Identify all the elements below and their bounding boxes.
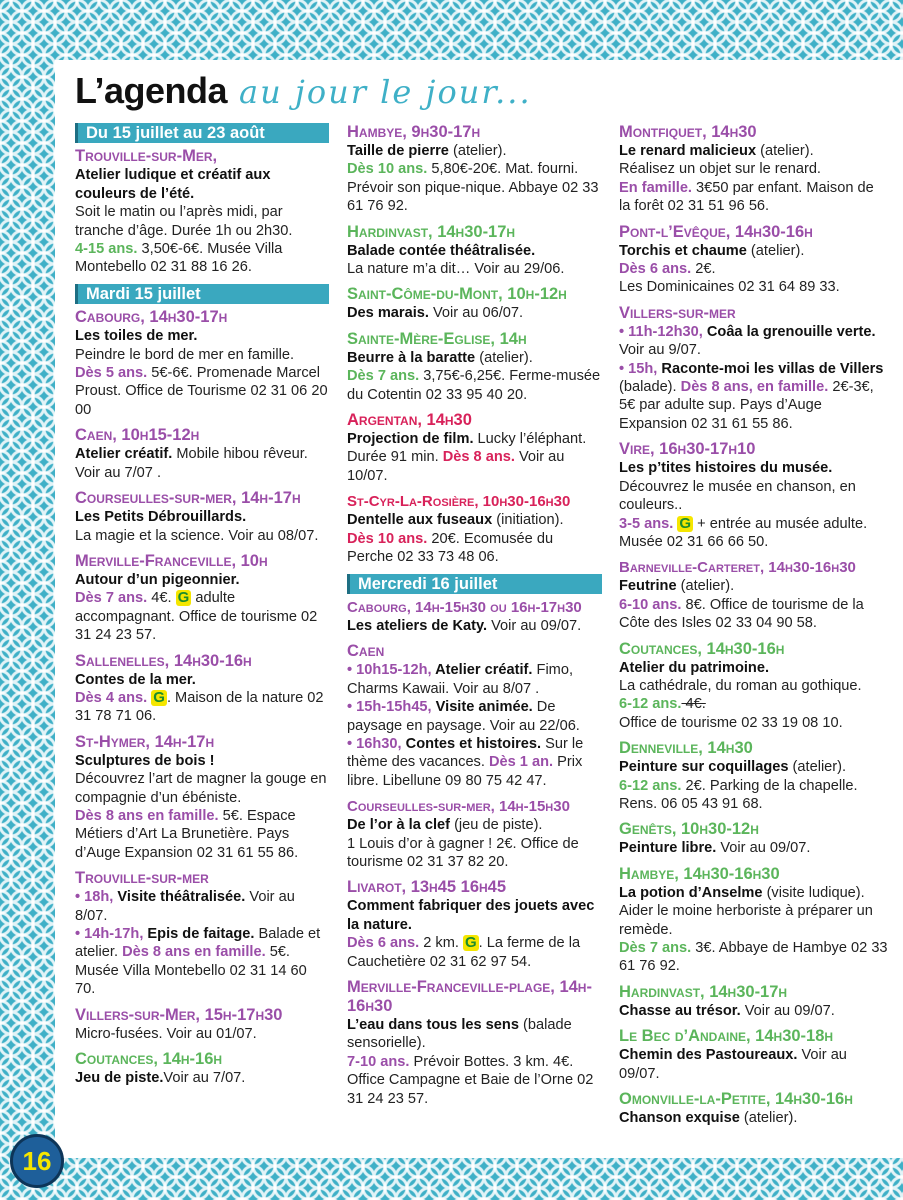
event-time: • 10h15-12h,	[347, 662, 432, 679]
event-age: Dès 6 ans.	[347, 935, 420, 952]
column-2	[347, 123, 602, 1115]
event-age: 4-15 ans.	[75, 241, 138, 258]
event-location: Vire, 16h30-17h10	[619, 440, 756, 459]
event	[347, 642, 602, 790]
event-location: Trouville-sur-mer	[75, 869, 209, 888]
event-text: (atelier).	[739, 1110, 798, 1127]
event-text: Voir au 09/07.	[716, 840, 811, 857]
page-number: 16	[10, 1134, 64, 1188]
event	[347, 411, 602, 485]
column-3	[619, 123, 889, 1134]
event-activity: Taille de pierre	[347, 143, 449, 159]
event	[75, 1050, 329, 1087]
event-text: (atelier).	[756, 143, 814, 159]
event-text: 3,50€-6€. Musée Villa Montebello 02 31 88 16 26.	[75, 241, 283, 276]
date-banner: Du 15 juillet au 23 août	[75, 123, 329, 143]
event-location: Genêts, 10h30-12h	[619, 820, 759, 839]
event-activity: Atelier du patrimoine.	[619, 659, 770, 676]
event-age: Dès 1 an.	[488, 754, 554, 771]
event-age: En famille.	[619, 179, 692, 196]
event-activity: Les ateliers de Katy.	[347, 617, 488, 634]
event-text: . Maison de la nature 02 31 78 71 06.	[75, 689, 324, 725]
event-time: • 11h-12h30,	[619, 323, 703, 340]
event-activity: Peinture libre.	[619, 840, 717, 857]
event	[347, 878, 602, 971]
event-text: 5€. Musée Villa Montebello 02 31 14 60 70.	[75, 944, 307, 998]
event-location: Montfiquet, 14h30	[619, 123, 757, 141]
event	[347, 978, 602, 1108]
event-location: Coutances, 14h30-16h	[619, 639, 785, 658]
event-text: 3,75€-6,25€. Ferme-musée du Cotentin 02 33 95 40 20.	[347, 368, 601, 403]
event-activity: Projection de film.	[347, 431, 474, 448]
page-subtitle: au jour le jour...	[239, 73, 532, 111]
event	[619, 223, 889, 297]
event-activity: Torchis et chaume	[619, 242, 747, 259]
event-age: Dès 7 ans.	[75, 590, 148, 607]
event	[619, 865, 889, 976]
event-location: Courseulles-sur-mer, 14h-17h	[75, 489, 301, 508]
event	[75, 489, 329, 545]
event-location: Hambye, 14h30-16h30	[619, 864, 780, 883]
event	[619, 739, 889, 813]
event-text: (balade).	[619, 379, 681, 396]
event-text: Micro-fusées. Voir au 01/07.	[75, 1025, 257, 1042]
event	[619, 1027, 889, 1083]
event-activity: Balade contée théâtralisée.	[347, 242, 536, 259]
event	[75, 308, 329, 419]
event-activity: Autour d’un pigeonnier.	[75, 571, 240, 588]
event-activity: Dentelle aux fuseaux	[347, 512, 493, 529]
event	[619, 640, 889, 733]
event-text: (atelier).	[676, 578, 735, 595]
event-location: Sainte-Mère-Eglise, 14h	[347, 329, 527, 348]
event-text: (initiation).	[492, 512, 564, 529]
event-text: 2€-3€, 5€ par adulte sup. Pays d’Auge Expansion 02 31 61 55 86.	[619, 379, 874, 432]
event-text: La cathédrale, du roman au gothique.	[619, 677, 862, 694]
event-location: Le Bec d’Andaine, 14h30-18h	[619, 1027, 834, 1046]
event-activity: Le renard malicieux	[619, 143, 757, 159]
free-badge: G	[177, 589, 190, 607]
event-age: 6-12 ans.	[619, 696, 682, 713]
event-text: (visite ludique).	[762, 884, 865, 901]
event-text: + entrée au musée adulte. Musée 02 31 66 66 50.	[619, 515, 868, 550]
event	[75, 869, 329, 998]
event-text: Voir au 06/07.	[428, 305, 524, 322]
event-activity: De l’or à la clef	[347, 817, 451, 834]
event-text: Peindre le bord de mer en famille.	[75, 346, 295, 363]
event-location: Merville-Franceville, 10h	[75, 551, 268, 570]
event-age: 3-5 ans.	[619, 515, 674, 532]
event-text: Mobile hibou rêveur. Voir au 7/07 .	[75, 446, 308, 481]
event-activity: Raconte-moi les villas de Villers	[657, 360, 884, 377]
event-text: 2€. Parking de la chapelle. Rens. 06 05 43 91 68.	[619, 777, 858, 812]
free-badge: G	[465, 934, 477, 952]
event-text: 5€. Espace Métiers d’Art La Brunetière. Pays d’Auge Expansion 02 31 61 55 86.	[75, 807, 299, 861]
event	[75, 652, 329, 726]
event-activity: Sculptures de bois !	[75, 752, 215, 769]
event-activity: Epis de faitage.	[143, 926, 255, 942]
event-location: Denneville, 14h30	[619, 739, 753, 758]
event-text: 5,80€-20€. Mat. fourni. Prévoir son pique-nique. Abbaye 02 33 61 76 92.	[347, 161, 599, 215]
event-text: adulte accompagnant. Office de tourisme 02 31 24 23 57.	[75, 590, 318, 644]
event-text: 4€.	[681, 696, 706, 713]
event-age: Dès 7 ans.	[619, 940, 692, 956]
event-text: Découvrez le musée en chanson, en couleurs..	[619, 478, 856, 514]
event	[75, 1006, 329, 1043]
event-location: St-Cyr-La-Rosière, 10h30-16h30	[347, 493, 571, 511]
event-text: Lucky l’éléphant. Durée 91 min.	[347, 431, 587, 466]
event-age: Dès 4 ans.	[75, 689, 148, 706]
event-activity: Contes et histoires.	[401, 735, 542, 752]
event-text: La magie et la science. Voir au 08/07.	[75, 527, 319, 544]
event	[75, 426, 329, 482]
event-activity: Visite théâtralisée.	[113, 889, 246, 906]
event-age: Dès 8 ans en famille.	[75, 807, 219, 824]
event-activity: Atelier créatif.	[431, 662, 533, 679]
event-location: Argentan, 14h30	[347, 411, 472, 430]
page-header	[75, 70, 532, 120]
date-banner: Mardi 15 juillet	[75, 284, 329, 304]
event	[619, 1090, 889, 1127]
event-age: 7-10 ans.	[347, 1053, 410, 1070]
event	[347, 123, 602, 216]
event	[619, 440, 889, 551]
event-activity: Les toiles de mer.	[75, 328, 198, 345]
event-text: Fimo, Charms Kawaii. Voir au 8/07 .	[347, 662, 574, 697]
event-location: St-Hymer, 14h-17h	[75, 732, 215, 751]
event-text: Voir au 7/07.	[163, 1070, 246, 1087]
event-location: Coutances, 14h-16h	[75, 1050, 223, 1069]
event	[619, 820, 889, 857]
event-text: 20€. Ecomusée du Perche 02 33 73 48 06.	[347, 530, 554, 566]
event	[619, 123, 889, 216]
event-text: Réalisez un objet sur le renard.	[619, 161, 821, 178]
event	[347, 492, 602, 566]
event-text: Sur le thème des vacances.	[347, 735, 584, 771]
event-age: Dès 5 ans.	[75, 365, 148, 382]
event-text: Prix libre. Libellune 09 80 75 42 47.	[347, 754, 583, 789]
event	[75, 733, 329, 862]
event-location: Villers-sur-Mer, 15h-17h30	[75, 1005, 283, 1024]
event-activity: Les p’tites histoires du musée.	[619, 460, 833, 477]
event-text: Découvrez l’art de magner la gouge en compagnie d’un ébéniste.	[75, 771, 327, 806]
event-text: Voir au 9/07.	[619, 342, 701, 359]
event	[347, 797, 602, 871]
event-text: (atelier).	[788, 759, 847, 776]
event-location: Saint-Côme-du-Mont, 10h-12h	[347, 285, 567, 304]
event-location: Barneville-Carteret, 14h30-16h30	[619, 559, 856, 577]
event-age: Dès 6 ans.	[619, 261, 692, 278]
event	[75, 147, 329, 276]
event-text: 2 km.	[419, 935, 463, 952]
event-location: Sallenelles, 14h30-16h	[75, 651, 252, 670]
event	[75, 552, 329, 645]
event-text: Balade et atelier.	[75, 926, 321, 961]
event-location: Hardinvast, 14h30-17h	[619, 982, 788, 1001]
column-1	[75, 123, 329, 1094]
event-age: Dès 8 ans.	[442, 449, 515, 466]
event-activity: Feutrine	[619, 578, 677, 595]
date-banner: Mercredi 16 juillet	[347, 574, 602, 594]
event-time: • 15h,	[619, 360, 658, 377]
page-title: L’agenda	[75, 70, 228, 111]
event-activity: Des marais.	[347, 305, 429, 322]
event	[619, 983, 889, 1020]
event-location: Pont-l’Evêque, 14h30-16h	[619, 222, 813, 241]
event	[347, 330, 602, 404]
event-activity: Chemin des Pastoureaux.	[619, 1047, 798, 1064]
event-text: De paysage en paysage. Voir au 22/06.	[347, 699, 580, 734]
event-activity: Atelier créatif.	[75, 446, 173, 463]
event-location: Villers-sur-mer	[619, 303, 736, 322]
event-location: Hambye, 9h30-17h	[347, 123, 481, 141]
event-activity: Visite animée.	[431, 699, 533, 716]
event-time: • 16h30,	[347, 735, 402, 752]
event-activity: L’eau dans tous les sens	[347, 1017, 519, 1033]
event-text: Les Dominicaines 02 31 64 89 33.	[619, 279, 840, 296]
event-activity: Chasse au trésor.	[619, 1002, 741, 1019]
event-location: Cabourg, 14h-15h30 ou 16h-17h30	[347, 598, 582, 616]
event-age: Dès 10 ans.	[347, 530, 428, 547]
event-age: 6-12 ans.	[619, 777, 682, 794]
event-text: La nature m’a dit… Voir au 29/06.	[347, 261, 565, 278]
event-location: Livarot, 13h45 16h45	[347, 878, 507, 897]
event-activity: Atelier ludique et créatif aux couleurs de l’été.	[75, 167, 271, 202]
event-location: Omonville-la-Petite, 14h30-16h	[619, 1090, 853, 1109]
event-text: Aider le moine herboriste à préparer un remède.	[619, 903, 873, 938]
event-text: (jeu de piste).	[450, 817, 543, 834]
event-age: Dès 8 ans en famille.	[122, 944, 266, 961]
event-time: • 18h,	[75, 889, 114, 906]
event-time: • 14h-17h,	[75, 926, 144, 942]
event-location: Trouville-sur-Mer,	[75, 147, 218, 166]
event-text: Voir au 09/07.	[619, 1047, 847, 1082]
event-activity: Contes de la mer.	[75, 671, 196, 688]
event-age: 6-10 ans.	[619, 596, 682, 613]
event-text: 1 Louis d’or à gagner ! 2€. Office de tourisme 02 31 37 82 20.	[347, 835, 579, 870]
event-text: Prévoir Bottes. 3 km. 4€. Office Campagne et Baie de l’Orne 02 31 24 23 57.	[347, 1053, 594, 1107]
event	[619, 304, 889, 433]
event-text: . La ferme de la Cauchetière 02 31 62 97 54.	[347, 935, 581, 970]
event-text: 4€.	[147, 590, 176, 607]
event-text: 3€50 par enfant. Maison de la forêt 02 31 51 96 56.	[619, 179, 874, 215]
event-text: Soit le matin ou l’après midi, par tranche d’âge. Durée 1h ou 2h30.	[75, 204, 293, 239]
event-activity: La potion d’Anselme	[619, 884, 763, 901]
event-text: Voir au 10/07.	[347, 449, 565, 484]
free-badge: G	[679, 514, 692, 532]
event-text: Voir au 09/07.	[487, 617, 582, 634]
event-activity: Chanson exquise	[619, 1110, 740, 1127]
event-time: • 15h-15h45,	[347, 699, 432, 716]
event-text: (atelier).	[746, 242, 805, 259]
event-text: 2€.	[691, 261, 716, 278]
event-age: Dès 10 ans.	[347, 161, 428, 178]
event-text: 5€-6€. Promenade Marcel Proust. Office de Tourisme 02 31 06 20 00	[75, 365, 328, 418]
event-activity: Comment fabriquer des jouets avec la nature.	[347, 898, 595, 933]
event	[619, 558, 889, 632]
free-badge: G	[153, 688, 165, 706]
event	[347, 285, 602, 322]
event-text: Voir au 09/07.	[740, 1002, 835, 1019]
event-text: Voir au 8/07.	[75, 889, 295, 924]
event-location: Caen	[347, 642, 385, 661]
event-activity: Peinture sur coquillages	[619, 759, 789, 776]
event-activity: Coâa la grenouille verte.	[702, 323, 876, 340]
event-location: Caen, 10h15-12h	[75, 426, 200, 445]
event-age: Dès 8 ans, en famille.	[680, 379, 829, 396]
event-location: Hardinvast, 14h30-17h	[347, 222, 516, 241]
event	[347, 223, 602, 279]
event-text: (balade sensorielle).	[347, 1017, 572, 1052]
event-activity: Jeu de piste.	[75, 1070, 164, 1087]
event-text: Office de tourisme 02 33 19 08 10.	[619, 714, 843, 731]
event-age: Dès 7 ans.	[347, 368, 420, 385]
agenda-page	[55, 60, 903, 1158]
event	[347, 598, 602, 635]
event-text: 3€. Abbaye de Hambye 02 33 61 76 92.	[619, 940, 888, 975]
event-activity: Les Petits Débrouillards.	[75, 509, 247, 526]
event-location: Cabourg, 14h30-17h	[75, 308, 228, 327]
event-location: Courseulles-sur-mer, 14h-15h30	[347, 798, 570, 816]
event-text: (atelier).	[475, 349, 533, 366]
event-text: (atelier).	[448, 143, 507, 159]
event-activity: Beurre à la baratte	[347, 349, 476, 366]
event-location: Merville-Franceville-plage, 14h-16h30	[347, 978, 592, 1015]
event-text: 8€. Office de tourisme de la Côte des Isles 02 33 04 90 58.	[619, 596, 864, 632]
